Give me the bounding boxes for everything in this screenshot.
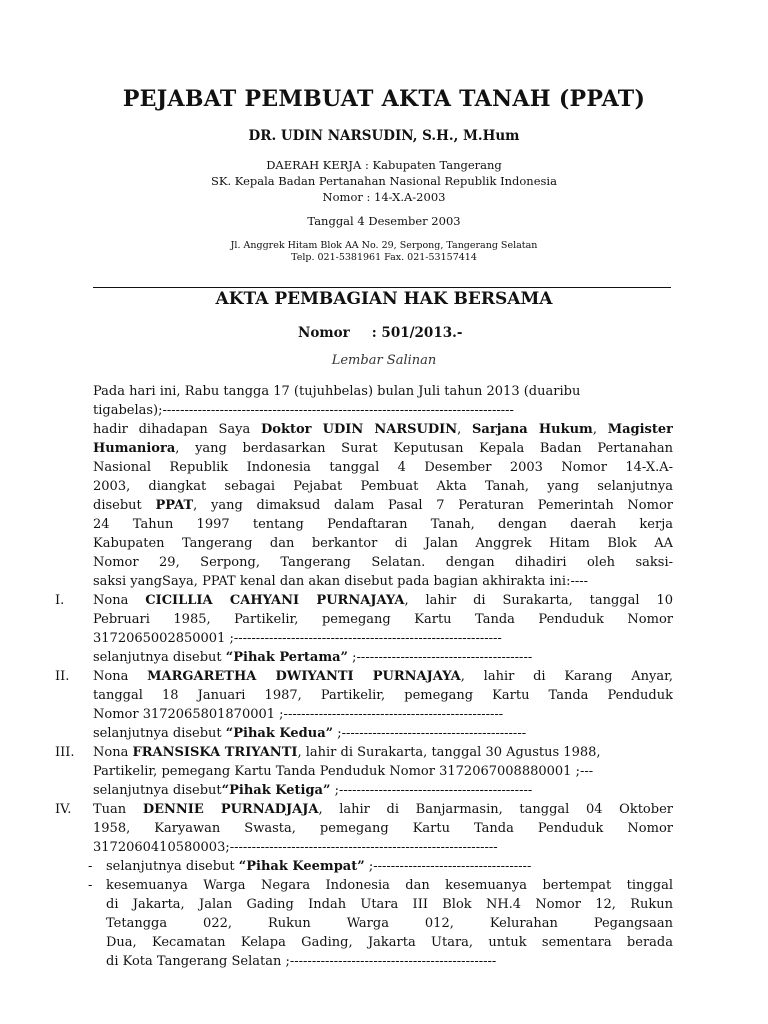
sk-nomor: Nomor : 14-X.A-2003 [322, 190, 446, 204]
deed-title: AKTA PEMBAGIAN HAK BERSAMA [215, 289, 553, 309]
closing-line: Dua, Kecamatan Kelapa Gading, Jakarta Utara, untuk sementara berada [106, 935, 673, 950]
party-designation: selanjutnya disebut “Pihak Keempat” ;------------------------------------ [106, 859, 532, 874]
party-line: Nona FRANSISKA TRIYANTI, lahir di Surakarta, tanggal 30 Agustus 1988, [93, 745, 601, 760]
page-title: PEJABAT PEMBUAT AKTA TANAH (PPAT) [122, 86, 646, 112]
body-line: hadir dihadapan Saya Doktor UDIN NARSUDIN, Sarjana Hukum, Magister [93, 422, 673, 437]
party-line: 1958, Karyawan Swasta, pemegang Kartu Tanda Penduduk Nomor [93, 821, 673, 836]
party-line: 3172065002850001 ;------------------------------------------------------------- [93, 631, 502, 646]
body-line: 24 Tahun 1997 tentang Pendaftaran Tanah, dengan daerah kerja [93, 517, 673, 532]
party-line: Partikelir, pemegang Kartu Tanda Penduduk Nomor 3172067008880001 ;--- [93, 764, 594, 779]
sk-tanggal: Tanggal 4 Desember 2003 [307, 214, 461, 228]
party-line: Nona CICILLIA CAHYANI PURNAJAYA, lahir di Surakarta, tanggal 10 [93, 593, 673, 608]
deed-number-label: Nomor [298, 325, 350, 341]
party-numeral: III. [55, 745, 75, 760]
party-numeral: I. [55, 593, 65, 608]
body-line: Pada hari ini, Rabu tangga 17 (tujuhbelas) bulan Juli tahun 2013 (duaribu [93, 384, 581, 399]
party-line: Tuan DENNIE PURNADJAJA, lahir di Banjarmasin, tanggal 04 Oktober [93, 802, 673, 817]
deed-number-value: : 501/2013.- [371, 325, 463, 341]
party-line: Pebruari 1985, Partikelir, pemegang Kartu Tanda Penduduk Nomor [93, 612, 673, 627]
party-line: Nona MARGARETHA DWIYANTI PURNAJAYA, lahir di Karang Anyar, [93, 669, 673, 684]
copy-label: Lembar Salinan [331, 353, 437, 368]
party-line: 3172060410580003;------------------------------------------------------------- [93, 840, 498, 855]
party-designation: selanjutnya disebut “Pihak Kedua” ;------------------------------------------ [93, 726, 527, 741]
party-designation: selanjutnya disebut “Pihak Pertama” ;---------------------------------------- [93, 650, 533, 665]
closing-line: kesemuanya Warga Negara Indonesia dan kesemuanya bertempat tinggal [106, 878, 673, 893]
office-phone: Telp. 021-5381961 Fax. 021-53157414 [291, 252, 477, 263]
body-line: disebut PPAT, yang dimaksud dalam Pasal 7 Peraturan Pemerintah Nomor [93, 498, 673, 513]
notary-name: DR. UDIN NARSUDIN, S.H., M.Hum [248, 128, 520, 144]
party-line: Nomor 3172065801870001 ;-------------------------------------------------- [93, 707, 504, 722]
closing-line: Tetangga 022, Rukun Warga 012, Kelurahan Pegangsaan [106, 916, 673, 931]
bullet-dash: - [88, 859, 93, 874]
bullet-dash: - [88, 878, 93, 893]
closing-line: di Jakarta, Jalan Gading Indah Utara III Blok NH.4 Nomor 12, Rukun [106, 897, 673, 912]
body-line: Nomor 29, Serpong, Tangerang Selatan. dengan dihadiri oleh saksi- [93, 555, 673, 570]
office-address: Jl. Anggrek Hitam Blok AA No. 29, Serpong, Tangerang Selatan [230, 240, 538, 251]
body-line: Humaniora, yang berdasarkan Surat Keputusan Kepala Badan Pertanahan [93, 441, 673, 456]
party-numeral: IV. [55, 802, 72, 817]
body-line: saksi yangSaya, PPAT kenal dan akan disebut pada bagian akhirakta ini:---- [93, 574, 589, 589]
party-line: tanggal 18 Januari 1987, Partikelir, pemegang Kartu Tanda Penduduk [93, 688, 673, 703]
body-line: Nasional Republik Indonesia tanggal 4 Desember 2003 Nomor 14-X.A- [93, 460, 673, 475]
header-divider [93, 287, 671, 288]
deed-number [298, 325, 462, 341]
body-line: 2003, diangkat sebagai Pejabat Pembuat Akta Tanah, yang selanjutnya [93, 479, 673, 494]
daerah-kerja: DAERAH KERJA : Kabupaten Tangerang [266, 158, 502, 172]
body-line: tigabelas);-------------------------------------------------------------------------------- [93, 403, 514, 418]
party-designation: selanjutnya disebut“Pihak Ketiga” ;-------------------------------------------- [93, 783, 533, 798]
body-line: Kabupaten Tangerang dan berkantor di Jalan Anggrek Hitam Blok AA [93, 536, 673, 551]
party-numeral: II. [55, 669, 70, 684]
sk-line: SK. Kepala Badan Pertanahan Nasional Republik Indonesia [211, 174, 557, 188]
closing-line: di Kota Tangerang Selatan ;----------------------------------------------- [106, 954, 497, 969]
